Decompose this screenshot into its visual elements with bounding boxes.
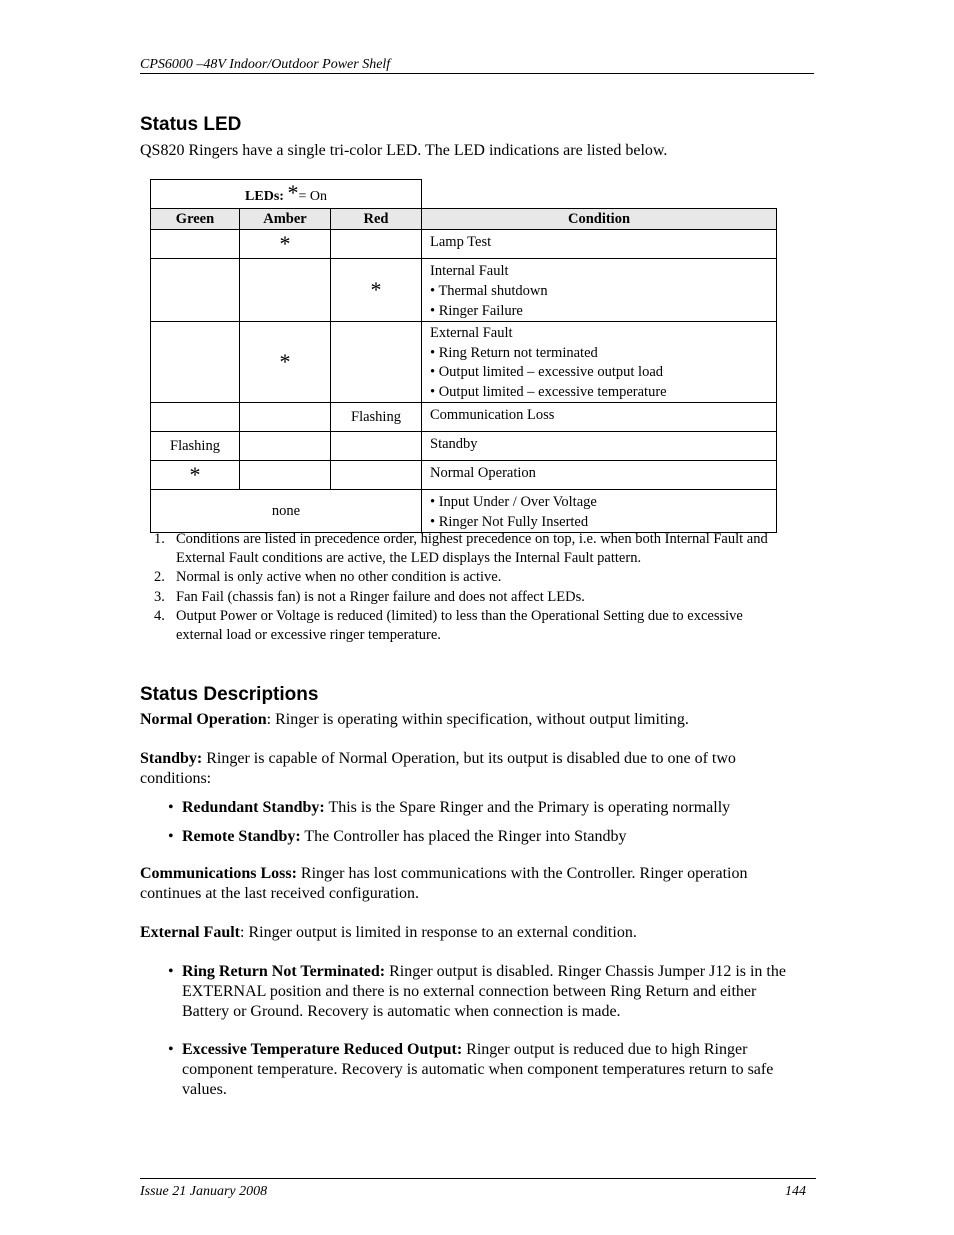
condition-line: • Output limited – excessive output load: [430, 364, 664, 380]
list-item: [168, 798, 788, 818]
table-notes: [150, 530, 770, 645]
led-on-star-icon: *: [287, 180, 299, 205]
term-label: Communications Loss:: [140, 865, 297, 882]
condition-line: Communication Loss: [430, 407, 555, 423]
bullet-icon: •: [168, 799, 174, 816]
cell-red: *: [331, 259, 422, 322]
list-item: [150, 568, 770, 587]
cell-red: [331, 432, 422, 461]
header-title: CPS6000 –48V Indoor/Outdoor Power Shelf: [140, 57, 391, 72]
led-legend-prefix: LEDs:: [245, 189, 284, 204]
intro-paragraph: QS820 Ringers have a single tri-color LED. The LED indications are listed below.: [140, 142, 668, 159]
list-item: [150, 530, 770, 567]
term-text: : Ringer is operating within specification, without output limiting.: [266, 711, 689, 728]
external-fault-paragraph: [140, 923, 800, 943]
cell-condition: [422, 322, 777, 403]
cell-red: Flashing: [331, 403, 422, 432]
cell-condition: [422, 230, 777, 259]
note-number: 4.: [154, 608, 165, 624]
led-legend-suffix: = On: [298, 189, 327, 204]
condition-line: Normal Operation: [430, 465, 536, 481]
cell-amber: *: [240, 230, 331, 259]
note-text: Conditions are listed in precedence order, highest precedence on top, i.e. when both Internal Fault and External Fault conditions are active, the LED displays the Internal Fault pattern.: [176, 531, 768, 566]
section-heading-status-led: Status LED: [140, 114, 242, 135]
table-row: [151, 403, 777, 432]
condition-line: • Input Under / Over Voltage: [430, 494, 597, 510]
cell-green: *: [151, 461, 240, 490]
page-header: [140, 56, 814, 74]
communications-loss-paragraph: [140, 864, 750, 904]
term-text: This is the Spare Ringer and the Primary is operating normally: [324, 799, 731, 816]
list-item: [150, 588, 770, 607]
col-header-condition: Condition: [422, 209, 777, 230]
condition-line: • Ring Return not terminated: [430, 344, 598, 361]
condition-line: External Fault: [430, 325, 513, 341]
condition-line: • Thermal shutdown: [430, 283, 548, 299]
term-text: Ringer output is disabled. Ringer Chassis Jumper J12 is in the EXTERNAL position and there is no external connection between Ring Return and either Battery or Ground. Recovery is automatic when connection is made.: [182, 963, 786, 1020]
col-header-amber: Amber: [240, 209, 331, 230]
term-label: Remote Standby:: [182, 828, 301, 845]
led-legend-cell: [151, 180, 422, 209]
cell-amber: [240, 461, 331, 490]
cell-amber: [240, 432, 331, 461]
cell-condition: [422, 490, 777, 533]
term-label: Ring Return Not Terminated:: [182, 963, 386, 980]
section-heading-status-descriptions: Status Descriptions: [140, 684, 319, 705]
footer-issue: Issue 21 January 2008: [140, 1184, 268, 1199]
note-text: Fan Fail (chassis fan) is not a Ringer failure and does not affect LEDs.: [176, 588, 585, 605]
cell-condition: [422, 403, 777, 432]
term-text: Ringer is capable of Normal Operation, but its output is disabled due to one of two conditions:: [140, 750, 736, 787]
table-row: [151, 461, 777, 490]
term-text: Ringer has lost communications with the Controller. Ringer operation continues at the last received configuration.: [140, 865, 748, 902]
term-label: Excessive Temperature Reduced Output:: [182, 1041, 463, 1058]
term-label: Standby:: [140, 750, 203, 767]
note-number: 2.: [154, 569, 165, 585]
condition-line: Internal Fault: [430, 263, 509, 279]
note-number: 3.: [154, 588, 165, 605]
bullet-icon: •: [168, 963, 174, 980]
led-status-table: [150, 179, 777, 533]
cell-green: Flashing: [151, 432, 240, 461]
term-label: Redundant Standby:: [182, 799, 325, 816]
term-text: The Controller has placed the Ringer into Standby: [300, 828, 627, 845]
col-header-green: Green: [151, 209, 240, 230]
condition-line: • Output limited – excessive temperature: [430, 383, 667, 400]
table-row: [151, 322, 777, 403]
cell-green: [151, 322, 240, 403]
cell-condition: [422, 259, 777, 322]
table-row: [151, 259, 777, 322]
list-item: [168, 962, 792, 1022]
cell-amber: *: [240, 322, 331, 403]
list-item: [150, 607, 770, 644]
note-text: Output Power or Voltage is reduced (limited) to less than the Operational Setting due to excessive external load or excessive ringer temperature.: [176, 608, 743, 643]
bullet-icon: •: [168, 1041, 174, 1058]
blank-corner: [422, 180, 777, 209]
term-label: Normal Operation: [140, 711, 267, 728]
condition-line: Standby: [430, 436, 478, 452]
col-header-red: Red: [331, 209, 422, 230]
cell-red: [331, 461, 422, 490]
condition-line: Lamp Test: [430, 234, 492, 250]
note-text: Normal is only active when no other condition is active.: [176, 569, 502, 585]
bullet-icon: •: [168, 828, 174, 845]
condition-line: • Ringer Failure: [430, 303, 523, 319]
cell-red: [331, 322, 422, 403]
condition-line: • Ringer Not Fully Inserted: [430, 514, 589, 530]
table-row: [151, 230, 777, 259]
cell-merged-none: none: [151, 490, 422, 533]
cell-green: [151, 259, 240, 322]
term-text: : Ringer output is limited in response to an external condition.: [240, 924, 637, 941]
cell-green: [151, 230, 240, 259]
cell-condition: [422, 461, 777, 490]
cell-amber: [240, 259, 331, 322]
cell-condition: [422, 432, 777, 461]
term-text: Ringer output is reduced due to high Ringer component temperature. Recovery is automatic when component temperatures return to safe values.: [182, 1041, 774, 1098]
table-row: [151, 432, 777, 461]
cell-amber: [240, 403, 331, 432]
standby-paragraph: [140, 749, 790, 789]
term-label: External Fault: [140, 924, 240, 941]
note-number: 1.: [154, 531, 165, 547]
page-footer: [140, 1178, 816, 1199]
cell-red: [331, 230, 422, 259]
list-item: [168, 827, 788, 847]
normal-operation-paragraph: [140, 710, 800, 730]
list-item: [168, 1040, 778, 1100]
table-row: [151, 490, 777, 533]
page-number: 144: [785, 1184, 806, 1199]
cell-green: [151, 403, 240, 432]
